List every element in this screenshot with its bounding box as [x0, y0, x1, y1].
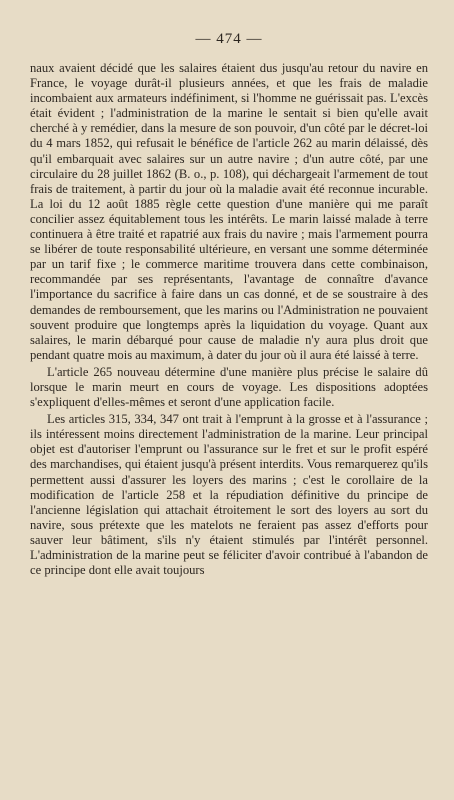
paragraph-articles-315-334-347: Les articles 315, 334, 347 ont trait à l'emprunt à la grosse et à l'assurance ; ils intéressent moins directement l'administration de la marine. Leur principal objet est d'autoriser l'emprunt ou l'assurance sur le fret et sur le profit espéré des marchandises, qui étaient jusqu'à présent interdits. Vous remarquerez qu'ils permettent aussi d'assurer les loyers des marins ; c'est le corollaire de la modification de l'article 258 et la répudiation définitive du principe de l'ancienne législation qui attachait étroitement le sort des loyers au sort du navire, sous prétexte que les matelots ne feraient pas assez d'efforts pour sauver leur bâtiment, s'ils n'y étaient stimulés par l'intérêt personnel. L'administration de la marine peut se féliciter d'avoir contribué à l'abandon de ce principe dont elle avait toujours	[30, 412, 428, 578]
paragraph-continuation: naux avaient décidé que les salaires étaient dus jusqu'au retour du navire en France, le voyage durât-il plusieurs années, et que les frais de maladie incombaient aux armateurs indéfiniment, si l'homme ne guérissait pas. L'excès était évident ; l'administration de la marine le sentait si bien qu'elle avait cherché à y remédier, dans la mesure de son pouvoir, d'un côté par le décret-loi du 4 mars 1852, qui refusait le bénéfice de l'article 262 au marin délaissé, dès qu'il embarquait avec salaires sur un autre navire ; d'un autre côté, par une circulaire du 28 juillet 1862 (B. o., p. 108), qui déchargeait l'armement de tout frais de traitement, à partir du jour où la maladie avait été reconnue incurable. La loi du 12 août 1885 règle cette question d'une manière qui me paraît concilier assez équitablement tous les intérêts. Le marin laissé malade à terre continuera à être traité et rapatrié aux frais du navire ; mais l'armement pourra se libérer de toute responsabilité ultérieure, en versant une somme déterminée par un tarif fixe ; le commerce maritime trouvera dans cette combinaison, recommandée par ses représentants, l'avantage de connaître d'avance l'importance du sacrifice à faire dans un cas donné, et de se soustraire à des demandes de remboursement, que les marins ou l'Administration ne pouvaient souvent produire que longtemps après la liquidation du voyage. Quant aux salaires, le marin débarqué pour cause de maladie n'y aura plus droit que pendant quatre mois au maximum, à dater du jour où il aura été laissé à terre.	[30, 61, 428, 362]
paragraph-article-265: L'article 265 nouveau détermine d'une manière plus précise le salaire dû lorsque le marin meurt en cours de voyage. Les dispositions adoptées s'expliquent d'elles-mêmes et seront d'une application facile.	[30, 364, 428, 410]
page-number: — 474 —	[195, 31, 263, 47]
body-text	[30, 61, 428, 578]
